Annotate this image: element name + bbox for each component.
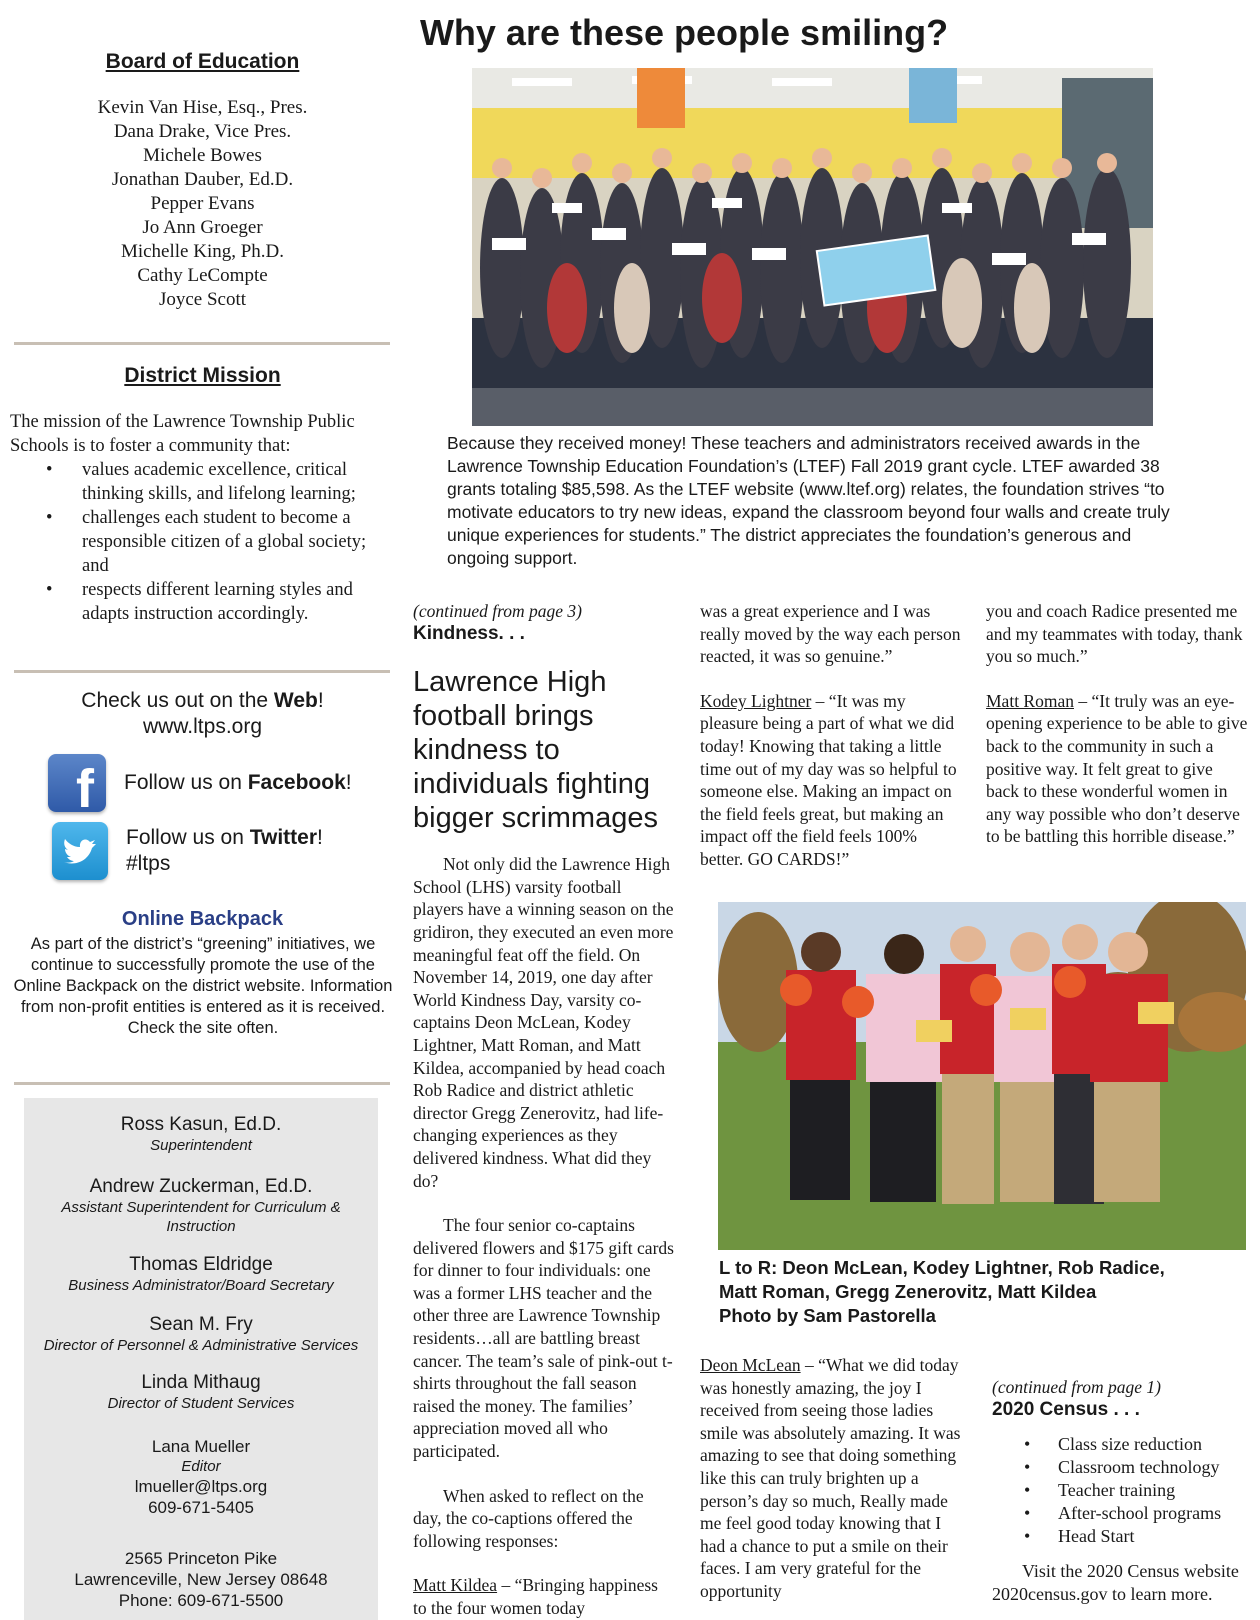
grant-recipients-photo (472, 68, 1153, 426)
quote-kildea-cont: was a great experience and I was really moved by the way each person reacted, it was so genuine.” (700, 601, 961, 667)
mission-bullet: • challenges each student to become a responsible citizen of a global society; and (10, 506, 394, 578)
staff-entry: Linda Mithaug Director of Student Services (107, 1372, 295, 1412)
address-block: 2565 Princeton Pike Lawrenceville, New Jersey 08648 Phone: 609-671-5500 (74, 1549, 328, 1610)
backpack-title: Online Backpack (121, 908, 284, 930)
staff-entry: Andrew Zuckerman, Ed.D. Assistant Superintendent for Curriculum & Instruction (61, 1176, 341, 1235)
board-member: Jonathan Dauber, Ed.D. (111, 169, 294, 190)
census-item: • Classroom technology (992, 1456, 1260, 1479)
kindness-column-1 (413, 600, 675, 1620)
page-headline: Why are these people smiling? (419, 12, 949, 53)
facebook-row[interactable]: f Follow us on Facebook! (48, 754, 352, 812)
census-list (992, 1433, 1260, 1548)
board-members (10, 96, 395, 312)
census-item: • After-school programs (992, 1502, 1260, 1525)
twitter-hashtag[interactable]: #ltps (126, 852, 171, 875)
football-photo-caption: L to R: Deon McLean, Kodey Lightner, Rob Radice, Matt Roman, Gregg Zenerovitz, Matt Kildea Photo by Sam Pastorella (719, 1257, 1165, 1326)
kindness-paragraph: The four senior co-captains delivered flowers and $175 gift cards for dinner to four individuals: one was a former LHS teacher and the other three are Lawrence Township residents…all are battling breast cancer. The team’s sale of pink-out t-shirts throughout the fall season raised the money. The families’ appreciation moved all who participated. (413, 1215, 674, 1462)
staff-entry: Ross Kasun, Ed.D. Superintendent (120, 1114, 282, 1154)
board-member: Dana Drake, Vice Pres. (113, 121, 292, 142)
kindness-paragraph: Not only did the Lawrence High School (LHS) varsity football players have a winning season on the gridiron, they executed an even more meaningful feat off the field. On November 14, 2019, one day after World Kindness Day, varsity co-captains Deon McLean, Kodey Lightner, Matt Roman, and Matt Kildea, accompanied by head coach Rob Radice and district athletic director Gregg Zenerovitz, had life-changing experiences as they delivered kindness. What did they do? (413, 854, 674, 1191)
backpack-text: As part of the district’s “greening” initiatives, we continue to successfully promote the use of the Online Backpack on the district website. Information from non-profit entities is entered as it is received. Check the site often. (13, 935, 393, 1037)
continued-note: (continued from page 3) (413, 601, 582, 621)
board-member: Cathy LeCompte (137, 265, 268, 286)
web-block: Check us out on the Web! www.ltps.org (10, 688, 395, 740)
kindness-column-2 (700, 600, 962, 871)
quote-roman: Matt Roman – “It truly was an eye-opening experience to be able to give back to the community in such a positive way. It felt great to give back to these wonderful women in any way possible who don’t deserve to be battling this horrible disease.” (986, 690, 1248, 847)
quote-mclean-cont: you and coach Radice presented me and my teammates with today, thank you so much.” (986, 601, 1243, 667)
divider (14, 670, 390, 673)
grant-caption: Because they received money! These teachers and administrators received awards in the Lawrence Township Education Foundation’s (LTEF) Fall 2019 grant cycle. LTEF awarded 38 grants totaling $85,598. As the LTEF website (www.ltef.org) relates, the foundation strives “to motivate educators to try new ideas, expand the classroom beyond four walls and create truly unique experiences for students.” The district appreciates the foundation’s generous and ongoing support. (447, 433, 1170, 568)
board-member: Joyce Scott (158, 289, 247, 310)
census-block (992, 1376, 1260, 1606)
mission-bullet: • values academic excellence, critical thinking skills, and lifelong learning; (10, 458, 394, 506)
board-member: Michelle King, Ph.D. (120, 241, 285, 262)
census-item: • Head Start (992, 1525, 1260, 1548)
board-member: Jo Ann Groeger (142, 217, 263, 238)
kindness-kicker: Kindness. . . (413, 622, 525, 644)
football-players-photo (718, 902, 1246, 1250)
kindness-paragraph: When asked to reflect on the day, the co-captions offered the following responses: (413, 1485, 644, 1551)
census-continued: (continued from page 1) (992, 1377, 1161, 1397)
board-member: Michele Bowes (143, 145, 262, 166)
census-item: • Teacher training (992, 1479, 1260, 1502)
mission-title: District Mission (124, 364, 281, 387)
quote-mclean: Deon McLean – “What we did today was honestly amazing, the joy I received from seeing those ladies smile was absolutely amazing. It was amazing to see that doing something like this can truly brighten up a person’s day so much, Really made me feel good today knowing that I had a chance to put a smile on their faces. I am very grateful for the opportunity (700, 1355, 961, 1601)
board-member: Kevin Van Hise, Esq., Pres. (97, 97, 308, 118)
mission-intro: The mission of the Lawrence Township Public Schools is to foster a community that: (10, 412, 355, 456)
kindness-column-3 (986, 600, 1250, 848)
census-kicker: 2020 Census . . . (992, 1398, 1140, 1420)
editor-block: Lana Mueller Editor lmueller@ltps.org 609-671-5405 (24, 1436, 378, 1518)
mission-bullet: • respects different learning styles and adapts instruction accordingly. (10, 578, 394, 626)
divider (14, 342, 390, 345)
board-member: Pepper Evans (150, 193, 255, 214)
quote-lightner: Kodey Lightner – “It was my pleasure being a part of what we did today! Knowing that taking a little time out of my day was so helpful to someone else. Making an impact on the field feels great, but making an impact off the field feels 100% better. GO CARDS!” (700, 690, 957, 869)
staff-entry: Sean M. Fry Director of Personnel & Administrative Services (43, 1314, 359, 1354)
quote-kildea: Matt Kildea – “Bringing happiness to the four women today (413, 1575, 658, 1618)
divider (14, 1082, 390, 1085)
kindness-headline: Lawrence High football brings kindness to individuals fighting bigger scrimmages (413, 666, 658, 835)
board-title: Board of Education (105, 50, 300, 73)
mission-block (10, 410, 394, 626)
staff-entry: Thomas Eldridge Business Administrator/Board Secretary (68, 1254, 334, 1294)
facebook-icon[interactable]: f (48, 754, 106, 812)
twitter-icon[interactable] (52, 822, 108, 880)
editor-email[interactable]: lmueller@ltps.org (134, 1477, 268, 1496)
staff-box (24, 1098, 378, 1620)
twitter-row[interactable]: Follow us on Twitter! #ltps (52, 822, 323, 880)
census-item: • Class size reduction (992, 1433, 1260, 1456)
census-closing: Visit the 2020 Census website 2020census.gov to learn more. (992, 1561, 1239, 1605)
website-link[interactable]: www.ltps.org (142, 715, 263, 738)
